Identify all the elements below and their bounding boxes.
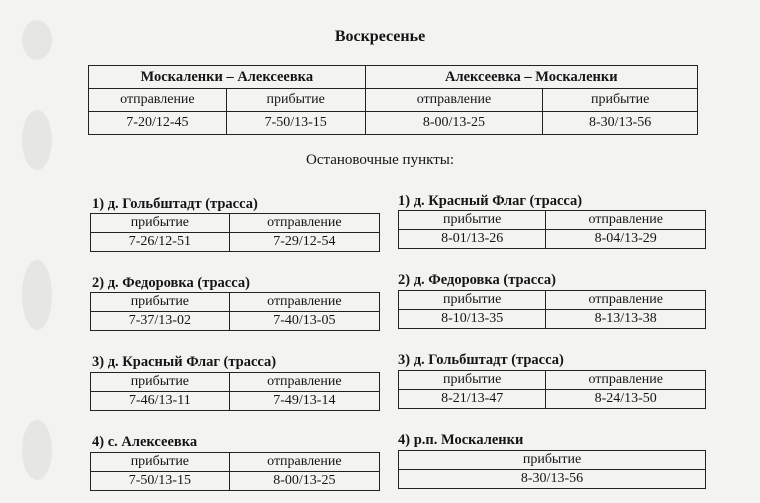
stop-title: 4) с. Алексеевка bbox=[92, 434, 198, 450]
column-label: прибытие bbox=[91, 453, 230, 472]
main-schedule-table bbox=[88, 65, 698, 135]
column-label: отправление bbox=[546, 291, 706, 310]
column-label: отправление bbox=[229, 214, 379, 233]
stop-table bbox=[90, 372, 380, 411]
column-label: отправление bbox=[365, 89, 543, 112]
stop-table bbox=[398, 370, 706, 409]
time-value: 8-30/13-56 bbox=[543, 112, 698, 135]
column-label: прибытие bbox=[399, 211, 546, 230]
scan-shadow bbox=[22, 260, 52, 330]
column-label: отправление bbox=[546, 211, 706, 230]
scan-shadow bbox=[22, 420, 52, 480]
column-label: прибытие bbox=[91, 373, 230, 392]
time-value: 7-50/13-15 bbox=[226, 112, 365, 135]
stop-title: 1) д. Гольбштадт (трасса) bbox=[92, 196, 258, 212]
time-value: 8-00/13-25 bbox=[365, 112, 543, 135]
stop-table bbox=[90, 452, 380, 491]
stop-title: 2) д. Федоровка (трасса) bbox=[398, 272, 556, 288]
column-label: отправление bbox=[229, 453, 379, 472]
column-label: прибытие bbox=[91, 293, 230, 312]
column-label: отправление bbox=[89, 89, 227, 112]
time-value: 7-49/13-14 bbox=[229, 392, 379, 411]
stop-table bbox=[398, 290, 706, 329]
time-value: 7-40/13-05 bbox=[229, 312, 379, 331]
column-label: отправление bbox=[546, 371, 706, 390]
time-value: 8-10/13-35 bbox=[399, 310, 546, 329]
stop-title: 3) д. Красный Флаг (трасса) bbox=[92, 354, 277, 370]
stop-table bbox=[90, 213, 380, 252]
stop-title: 3) д. Гольбштадт (трасса) bbox=[398, 352, 564, 368]
route-header: Москаленки – Алексеевка bbox=[89, 66, 366, 89]
stop-table bbox=[398, 450, 706, 489]
stop-table bbox=[398, 210, 706, 249]
stop-table bbox=[90, 292, 380, 331]
route-header: Алексеевка – Москаленки bbox=[365, 66, 697, 89]
column-label: прибытие bbox=[91, 214, 230, 233]
stop-title: 4) р.п. Москаленки bbox=[398, 432, 524, 448]
column-label: прибытие bbox=[399, 451, 706, 470]
column-label: прибытие bbox=[399, 291, 546, 310]
time-value: 8-00/13-25 bbox=[229, 472, 379, 491]
stop-title: 2) д. Федоровка (трасса) bbox=[92, 275, 250, 291]
column-label: отправление bbox=[229, 293, 379, 312]
time-value: 8-30/13-56 bbox=[399, 470, 706, 489]
stop-title: 1) д. Красный Флаг (трасса) bbox=[398, 193, 583, 209]
time-value: 8-13/13-38 bbox=[546, 310, 706, 329]
time-value: 7-46/13-11 bbox=[91, 392, 230, 411]
time-value: 7-26/12-51 bbox=[91, 233, 230, 252]
time-value: 8-21/13-47 bbox=[399, 390, 546, 409]
column-label: прибытие bbox=[543, 89, 698, 112]
stops-heading: Остановочные пункты: bbox=[305, 152, 454, 168]
page-title: Воскресенье bbox=[334, 28, 426, 45]
time-value: 8-24/13-50 bbox=[546, 390, 706, 409]
time-value: 7-50/13-15 bbox=[91, 472, 230, 491]
column-label: прибытие bbox=[226, 89, 365, 112]
column-label: прибытие bbox=[399, 371, 546, 390]
time-value: 7-29/12-54 bbox=[229, 233, 379, 252]
time-value: 7-20/12-45 bbox=[89, 112, 227, 135]
time-value: 7-37/13-02 bbox=[91, 312, 230, 331]
time-value: 8-01/13-26 bbox=[399, 230, 546, 249]
time-value: 8-04/13-29 bbox=[546, 230, 706, 249]
column-label: отправление bbox=[229, 373, 379, 392]
